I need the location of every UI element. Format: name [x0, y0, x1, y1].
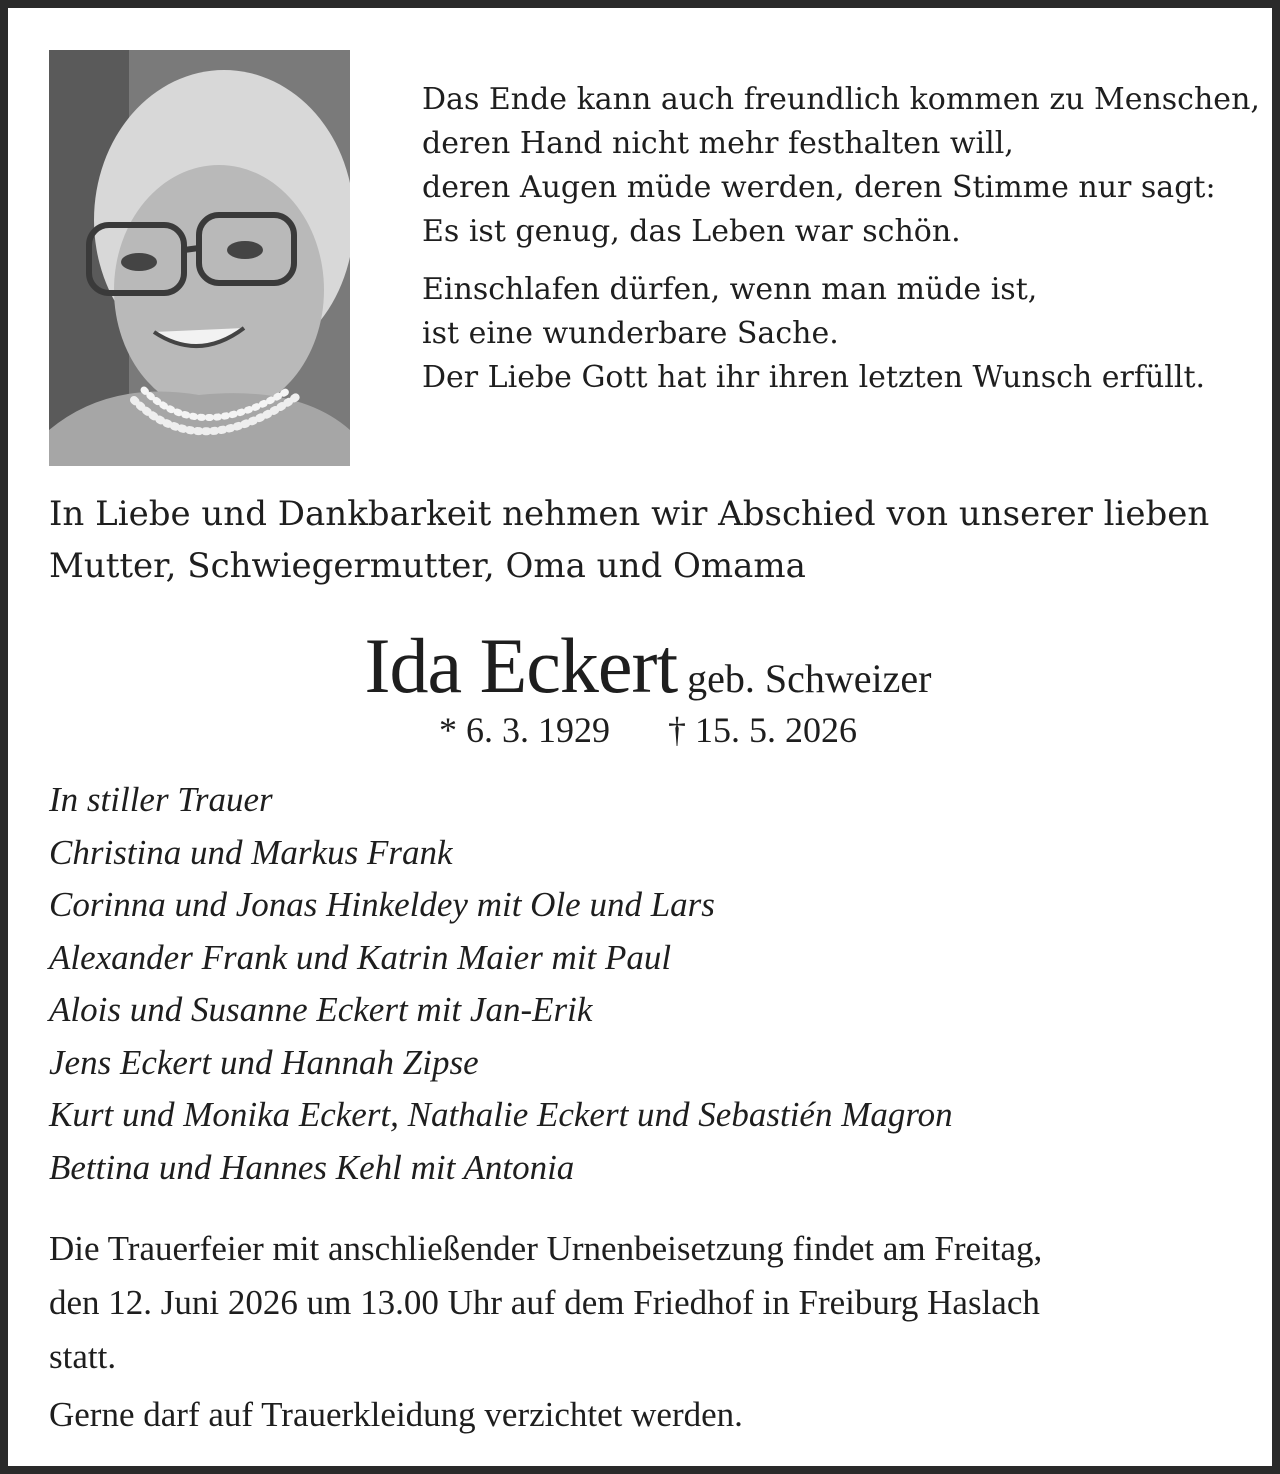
poem	[422, 78, 1260, 414]
birth-date: * 6. 3. 1929	[439, 710, 610, 750]
poem-line: deren Augen müde werden, deren Stimme nur sagt:	[422, 170, 1216, 205]
poem-stanza	[422, 268, 1252, 400]
dress-code-paragraph	[49, 1388, 1259, 1442]
poem-line: Einschlafen dürfen, wenn man müde ist,	[422, 272, 1038, 307]
maiden-name: geb. Schweizer	[687, 656, 932, 701]
mourners-list	[49, 774, 1249, 1194]
service-paragraph	[49, 1222, 1259, 1384]
poem-line: ist eine wunderbare Sache.	[422, 316, 839, 351]
service-line: statt.	[49, 1337, 117, 1376]
poem-stanza	[422, 78, 1260, 254]
mourners-heading: In stiller Trauer	[49, 780, 273, 819]
poem-line: deren Hand nicht mehr festhalten will,	[422, 126, 1014, 161]
service-line: Die Trauerfeier mit anschließender Urnenbeisetzung findet am Freitag,	[49, 1229, 1043, 1268]
poem-line: Das Ende kann auch freundlich kommen zu Menschen,	[422, 82, 1260, 117]
intro-line: Mutter, Schwiegermutter, Oma und Omama	[49, 546, 806, 586]
poem-line: Der Liebe Gott hat ihr ihren letzten Wunsch erfüllt.	[422, 360, 1206, 395]
mourner-entry: Corinna und Jonas Hinkeldey mit Ole und Lars	[49, 885, 715, 924]
intro-line: In Liebe und Dankbarkeit nehmen wir Abschied von unserer lieben	[49, 494, 1210, 534]
name-row	[8, 618, 1280, 714]
poem-line: Es ist genug, das Leben war schön.	[422, 214, 961, 249]
service-info	[49, 1222, 1259, 1446]
portrait-photo	[49, 50, 350, 466]
mourner-entry: Alois und Susanne Eckert mit Jan-Erik	[49, 990, 593, 1029]
service-line: den 12. Juni 2026 um 13.00 Uhr auf dem Friedhof in Freiburg Haslach	[49, 1283, 1040, 1322]
life-dates	[8, 710, 1280, 750]
death-date: † 15. 5. 2026	[668, 710, 857, 750]
mourner-entry: Alexander Frank und Katrin Maier mit Paul	[49, 937, 672, 977]
mourner-entry: Kurt und Monika Eckert, Nathalie Eckert und Sebastién Magron	[49, 1095, 953, 1134]
portrait-illustration	[49, 50, 350, 466]
intro-text	[49, 488, 1249, 592]
dress-code-line: Gerne darf auf Trauerkleidung verzichtet werden.	[49, 1395, 743, 1434]
deceased-block	[8, 618, 1280, 750]
mourner-entry: Christina und Markus Frank	[49, 832, 453, 872]
mourner-entry: Bettina und Hannes Kehl mit Antonia	[49, 1147, 575, 1187]
deceased-name: Ida Eckert	[364, 622, 678, 709]
mourner-entry: Jens Eckert und Hannah Zipse	[49, 1042, 479, 1082]
